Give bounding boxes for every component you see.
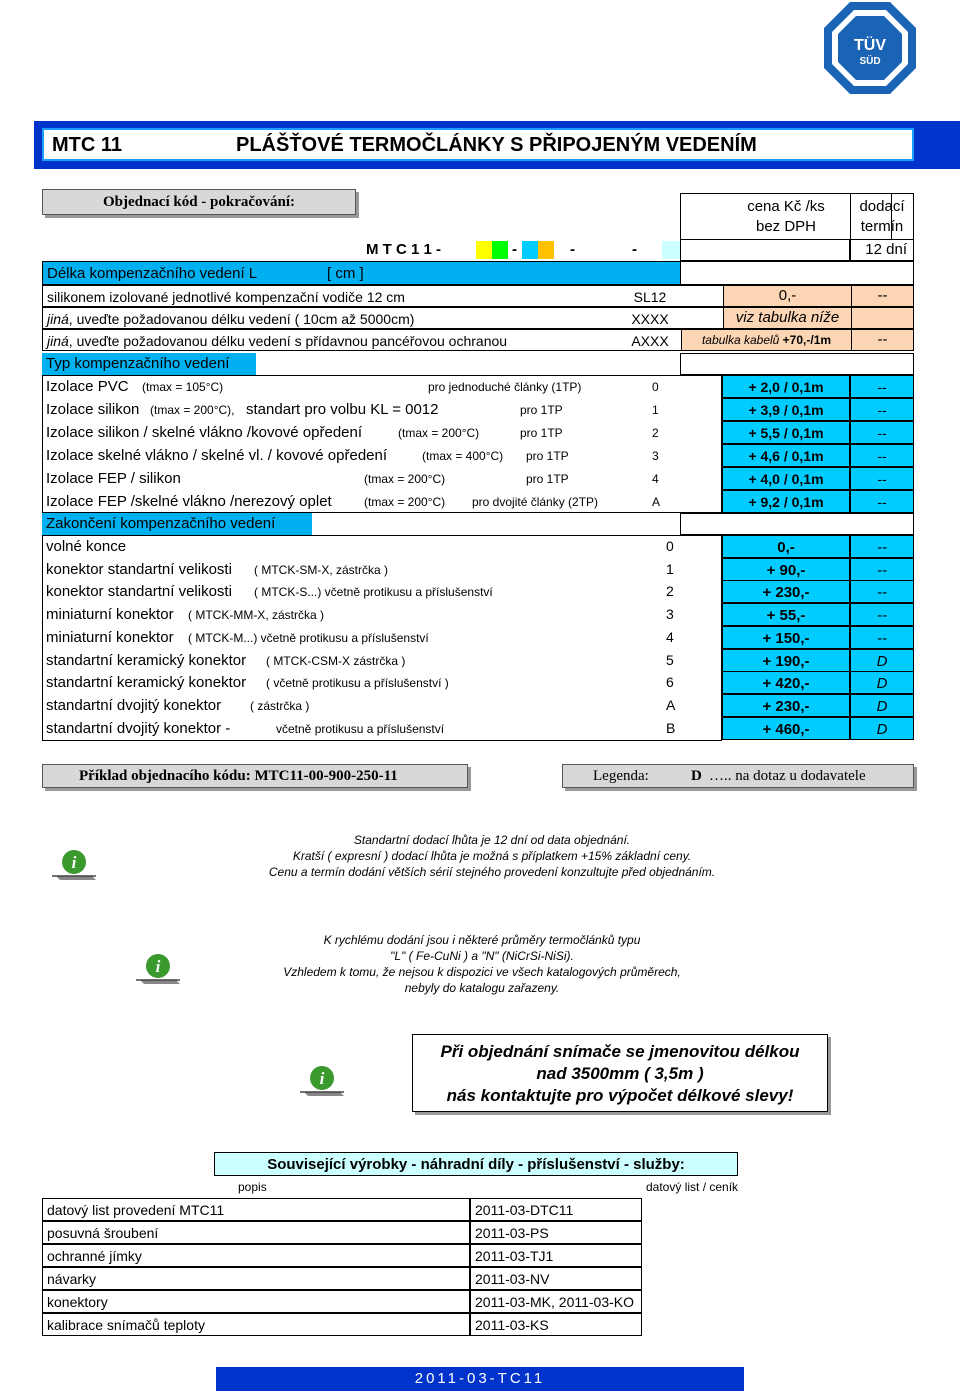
ending-code: 1 bbox=[666, 560, 674, 577]
section-length-unit: [ cm ] bbox=[327, 265, 364, 282]
ending-code: 2 bbox=[666, 583, 674, 600]
price-header-1: cena Kč /ks bbox=[747, 198, 825, 215]
length-it: jiná bbox=[47, 333, 69, 349]
insulation-name: Izolace silikon / skelné vlákno /kovové opředení bbox=[46, 424, 363, 441]
length-code: SL12 bbox=[633, 289, 667, 305]
code-box-3 bbox=[522, 241, 538, 259]
insulation-temp: (tmax = 200°C) bbox=[364, 495, 446, 509]
related-sheet: 2011-03-TJ1 bbox=[470, 1244, 642, 1267]
ending-code: 5 bbox=[666, 651, 674, 668]
length-text: , uveďte požadovanou délku vedení s přídavnou pancéřovou ochranou bbox=[68, 333, 508, 349]
info-icon bbox=[136, 950, 180, 991]
related-sheet: 2011-03-PS bbox=[470, 1221, 642, 1244]
insulation-temp: (tmax = 200°C) bbox=[364, 472, 446, 486]
page-title: PLÁŠŤOVÉ TERMOČLÁNKY S PŘIPOJENÝM VEDENÍM bbox=[236, 134, 757, 156]
info-icon bbox=[52, 846, 96, 887]
related-table bbox=[42, 1152, 914, 1337]
example-box: Příklad objednacího kódu: MTC11-00-900-250-11 bbox=[42, 764, 468, 788]
legend-label: Legenda: bbox=[593, 768, 649, 784]
ending-detail: ( MTCK-CSM-X zástrčka ) bbox=[266, 653, 406, 668]
ending-delivery: D bbox=[850, 694, 914, 717]
note-3 bbox=[412, 1034, 828, 1112]
ending-name: konektor standartní velikosti bbox=[46, 560, 232, 578]
ending-delivery: -- bbox=[850, 558, 914, 581]
insulation-use: pro 1TP bbox=[520, 403, 563, 417]
code-line: M T C 1 1 - bbox=[366, 241, 442, 258]
svg-text:i: i bbox=[319, 1069, 325, 1088]
insulation-name: Izolace FEP /skelné vlákno /nerezový oplet bbox=[46, 493, 332, 510]
length-price: viz tabulka níže bbox=[723, 308, 851, 328]
insulation-price: + 4,0 / 0,1m bbox=[722, 467, 850, 490]
ending-delivery: -- bbox=[850, 535, 914, 558]
section2-right bbox=[680, 353, 914, 375]
order-code-box: Objednací kód - pokračování: bbox=[42, 189, 356, 215]
ending-price: + 190,- bbox=[722, 649, 850, 672]
ending-detail: ( zástrčka ) bbox=[250, 698, 310, 713]
code-box-2 bbox=[492, 241, 508, 259]
svg-text:i: i bbox=[71, 853, 77, 872]
product-code: MTC 11 bbox=[52, 134, 123, 156]
ending-price: + 90,- bbox=[722, 558, 850, 581]
length-delivery: -- bbox=[851, 330, 913, 350]
related-desc: konektory bbox=[42, 1290, 470, 1313]
section-cable-label: Typ kompenzačního vedení bbox=[46, 355, 230, 372]
logo-text: TÜV bbox=[854, 37, 886, 54]
insulation-name: Izolace skelné vlákno / skelné vl. / kovové opředení bbox=[46, 447, 388, 464]
ending-name: standartní dvojitý konektor - bbox=[46, 719, 231, 737]
ending-delivery: -- bbox=[850, 626, 914, 649]
ending-name: miniaturní konektor bbox=[46, 606, 174, 624]
ending-name: standartní dvojitý konektor bbox=[46, 696, 222, 714]
length-row bbox=[42, 307, 914, 329]
insulation-delivery: -- bbox=[850, 490, 914, 513]
ending-delivery: -- bbox=[850, 603, 914, 626]
insulation-delivery: -- bbox=[850, 444, 914, 467]
insulation-use: pro jednoduché články (1TP) bbox=[428, 380, 582, 394]
length-code: AXXX bbox=[631, 333, 669, 349]
related-desc: návarky bbox=[42, 1267, 470, 1290]
ending-code: 6 bbox=[666, 674, 674, 691]
footer-code: 2011-03-TC11 bbox=[216, 1367, 744, 1391]
insulation-frame bbox=[42, 375, 722, 513]
ending-detail: ( včetně protikusu a příslušenství ) bbox=[266, 676, 449, 691]
dash-1: - bbox=[512, 241, 517, 258]
note-line: Kratší ( expresní ) dodací lhůta je možná s příplatkem +15% základní ceny. bbox=[292, 849, 692, 863]
insulation-code: 3 bbox=[652, 449, 659, 463]
ending-code: B bbox=[666, 719, 676, 736]
code-box-1 bbox=[476, 241, 492, 259]
section3-right bbox=[680, 513, 914, 535]
ending-price: 0,- bbox=[722, 535, 850, 558]
code-line-row bbox=[42, 239, 914, 261]
related-title: Související výrobky - náhradní díly - příslušenství - služby: bbox=[214, 1152, 738, 1176]
insulation-delivery: -- bbox=[850, 375, 914, 398]
length-it: jiná bbox=[47, 311, 69, 327]
note-line: Standartní dodací lhůta je 12 dní od data objednání. bbox=[353, 833, 631, 847]
note-line: nebyly do katalogu zařazeny. bbox=[404, 981, 560, 995]
section-ending-title bbox=[42, 513, 312, 535]
ending-price: + 460,- bbox=[722, 717, 850, 740]
insulation-code: A bbox=[652, 495, 661, 509]
ending-name: standartní keramický konektor bbox=[46, 651, 247, 669]
note-line: "L" ( Fe-CuNi ) a "N" (NiCrSi-NiSi). bbox=[390, 949, 574, 963]
insulation-use: pro 1TP bbox=[526, 449, 569, 463]
section-cable-title bbox=[42, 353, 256, 375]
insulation-temp: (tmax = 200°C) bbox=[398, 426, 480, 440]
insulation-note: standart pro volbu KL = 0012 bbox=[246, 401, 439, 418]
insulation-price: + 2,0 / 0,1m bbox=[722, 375, 850, 398]
related-desc: kalibrace snímačů teploty bbox=[42, 1313, 470, 1336]
dash-2: - bbox=[570, 241, 575, 258]
insulation-use: pro 1TP bbox=[520, 426, 563, 440]
insulation-use: pro 1TP bbox=[526, 472, 569, 486]
length-price-extra: +70,-/1m bbox=[782, 333, 832, 347]
related-sheet: 2011-03-MK, 2011-03-KO bbox=[470, 1290, 642, 1313]
insulation-delivery: -- bbox=[850, 421, 914, 444]
legend-box bbox=[562, 764, 914, 788]
related-desc: posuvná šroubení bbox=[42, 1221, 470, 1244]
insulation-temp: (tmax = 400°C) bbox=[422, 449, 504, 463]
note-line: nás kontaktujte pro výpočet délkové slevy! bbox=[446, 1086, 794, 1105]
logo-sub: SÜD bbox=[859, 56, 881, 67]
related-col-desc: popis bbox=[238, 1180, 267, 1194]
length-delivery: -- bbox=[851, 286, 913, 306]
length-text: , uveďte požadovanou délku vedení ( 10cm až 5000cm) bbox=[68, 311, 415, 327]
insulation-price: + 5,5 / 0,1m bbox=[722, 421, 850, 444]
ending-name: volné konce bbox=[46, 538, 127, 555]
delivery-header-1: dodací bbox=[859, 198, 905, 215]
ending-price: + 230,- bbox=[722, 694, 850, 717]
length-delivery bbox=[851, 308, 913, 328]
length-price: tabulka kabelů bbox=[701, 333, 780, 347]
note-line: nad 3500mm ( 3,5m ) bbox=[536, 1064, 704, 1083]
insulation-code: 1 bbox=[652, 403, 659, 417]
ending-detail: ( MTCK-S...) včetně protikusu a příslušenství bbox=[254, 585, 493, 600]
ending-delivery: D bbox=[850, 671, 914, 694]
legend-d: D bbox=[691, 768, 702, 784]
ending-price: + 150,- bbox=[722, 626, 850, 649]
insulation-name: Izolace silikon bbox=[46, 401, 140, 418]
insulation-price: + 9,2 / 0,1m bbox=[722, 490, 850, 513]
insulation-delivery: -- bbox=[850, 467, 914, 490]
insulation-code: 4 bbox=[652, 472, 659, 486]
ending-detail: ( MTCK-MM-X, zástrčka ) bbox=[188, 608, 324, 623]
note-2 bbox=[206, 926, 758, 998]
length-row bbox=[42, 329, 914, 351]
delivery-days: 12 dní bbox=[850, 239, 914, 261]
note-line: Při objednání snímače se jmenovitou délkou bbox=[440, 1042, 800, 1061]
code-box-4 bbox=[538, 241, 554, 259]
related-col-sheet: datový list / ceník bbox=[646, 1180, 739, 1194]
note-1 bbox=[112, 826, 872, 882]
ending-price: + 420,- bbox=[722, 671, 850, 694]
code-box-5 bbox=[662, 241, 680, 259]
insulation-price: + 3,9 / 0,1m bbox=[722, 398, 850, 421]
related-sheet: 2011-03-NV bbox=[470, 1267, 642, 1290]
ending-detail: včetně protikusu a příslušenství bbox=[276, 721, 445, 736]
ending-name: konektor standartní velikosti bbox=[46, 583, 232, 601]
ending-delivery: D bbox=[850, 717, 914, 740]
ending-code: A bbox=[666, 696, 676, 713]
ending-delivery: D bbox=[850, 649, 914, 672]
dash-3: - bbox=[632, 241, 637, 258]
length-price: 0,- bbox=[723, 286, 851, 306]
ending-detail: ( MTCK-SM-X, zástrčka ) bbox=[254, 562, 388, 577]
delivery-header-2: termín bbox=[860, 218, 904, 235]
related-sheet: 2011-03-DTC11 bbox=[470, 1198, 642, 1221]
ending-delivery: -- bbox=[850, 580, 914, 603]
insulation-delivery: -- bbox=[850, 398, 914, 421]
note-line: K rychlému dodání jsou i některé průměry termočlánků typu bbox=[323, 933, 641, 947]
order-table bbox=[42, 193, 914, 743]
ending-code: 3 bbox=[666, 606, 674, 623]
insulation-temp: (tmax = 200°C), bbox=[150, 403, 235, 417]
ending-price: + 55,- bbox=[722, 603, 850, 626]
price-spacer bbox=[680, 239, 850, 261]
ending-name: standartní keramický konektor bbox=[46, 674, 247, 692]
insulation-temp: (tmax = 105°C) bbox=[142, 380, 224, 394]
ending-frame bbox=[42, 535, 722, 741]
delivery-header bbox=[850, 193, 914, 239]
related-desc: datový list provedení MTC11 bbox=[42, 1198, 470, 1221]
insulation-code: 2 bbox=[652, 426, 659, 440]
length-row bbox=[42, 285, 914, 307]
section1-right bbox=[680, 261, 914, 285]
related-desc: ochranné jímky bbox=[42, 1244, 470, 1267]
insulation-price: + 4,6 / 0,1m bbox=[722, 444, 850, 467]
insulation-code: 0 bbox=[652, 380, 659, 394]
length-text: silikonem izolované jednotlivé kompenzační vodiče 12 cm bbox=[47, 289, 405, 305]
section-length-label: Délka kompenzačního vedení L bbox=[47, 265, 258, 282]
info-icon bbox=[300, 1062, 344, 1103]
insulation-name: Izolace PVC bbox=[46, 378, 129, 395]
legend-text: ….. na dotaz u dodavatele bbox=[709, 768, 866, 784]
note-line: Vzhledem k tomu, že nejsou k dispozici ve všech katalogových průměrech, bbox=[283, 965, 681, 979]
insulation-name: Izolace FEP / silikon bbox=[46, 470, 181, 487]
ending-code: 0 bbox=[666, 538, 674, 554]
section-ending-label: Zakončení kompenzačního vedení bbox=[46, 515, 276, 532]
svg-text:i: i bbox=[155, 957, 161, 976]
insulation-use: pro dvojité články (2TP) bbox=[472, 495, 599, 509]
ending-price: + 230,- bbox=[722, 580, 850, 603]
related-sheet: 2011-03-KS bbox=[470, 1313, 642, 1336]
ending-name: miniaturní konektor bbox=[46, 628, 174, 646]
length-code: XXXX bbox=[631, 311, 669, 327]
note-line: Cenu a termín dodání větších sérií stejného provedení konzultujte před objednáním. bbox=[268, 865, 716, 879]
tuv-logo bbox=[822, 0, 918, 96]
ending-code: 4 bbox=[666, 628, 674, 645]
ending-detail: ( MTCK-M...) včetně protikusu a příslušenství bbox=[188, 630, 429, 645]
price-header-2: bez DPH bbox=[755, 218, 817, 235]
